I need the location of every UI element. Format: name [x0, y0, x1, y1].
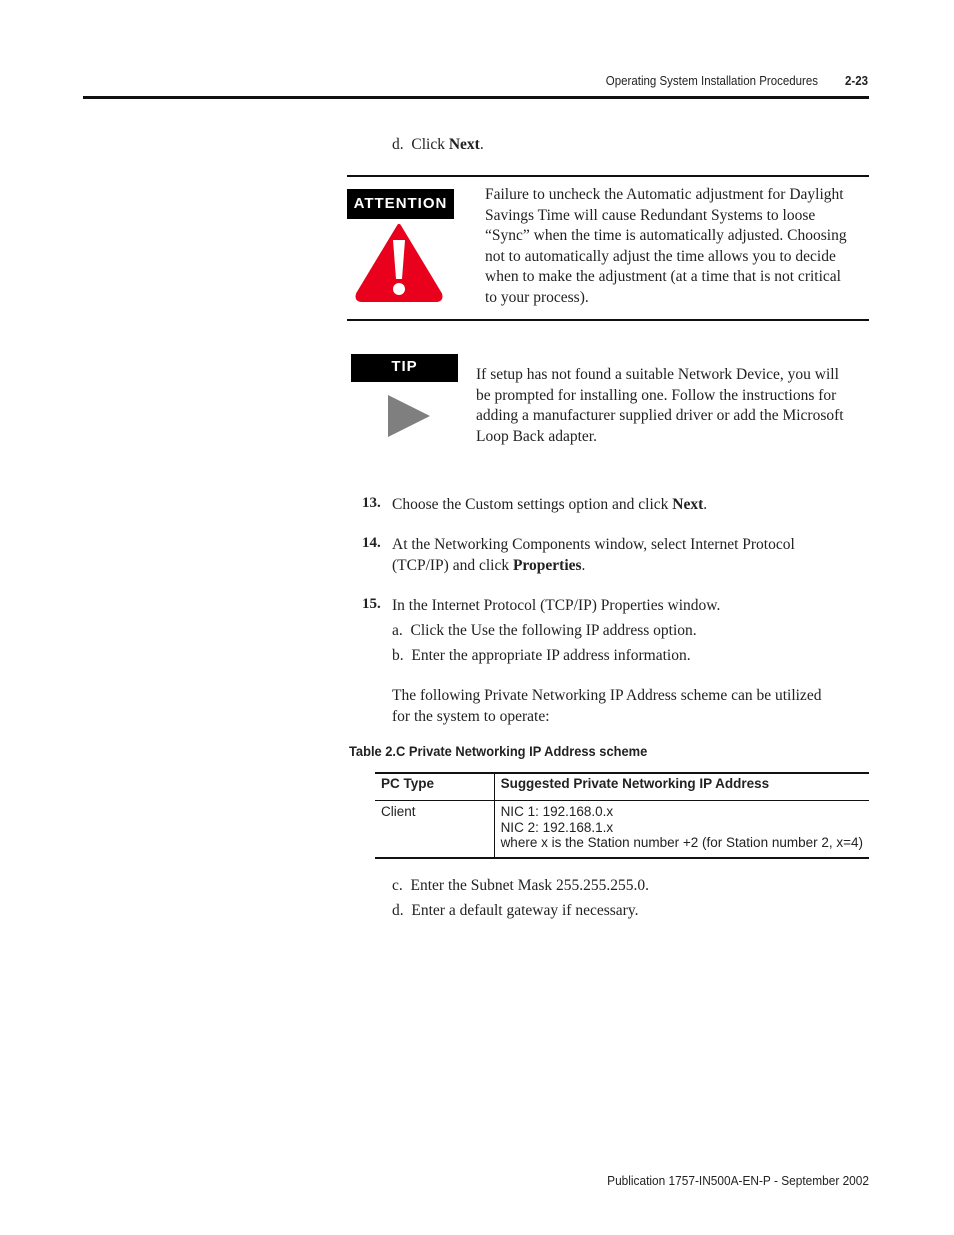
play-arrow-icon [386, 393, 432, 444]
ip-address-table [375, 772, 869, 859]
attention-line: “Sync” when the time is automatically adjusted. Choosing [485, 227, 847, 244]
tip-line: be prompted for installing one. Follow the instructions for [476, 386, 837, 404]
intro-paragraph [392, 686, 821, 727]
step-bold: Next [672, 496, 704, 513]
step-13-text [392, 495, 707, 516]
attention-label: ATTENTION [347, 189, 454, 219]
substep-b: b. Enter the appropriate IP address information. [392, 647, 691, 664]
address-line: NIC 2: 192.168.1.x [500, 819, 614, 835]
substep-bold: Next [448, 136, 480, 153]
substep-a: a. Click the Use the following IP address option. [392, 622, 697, 639]
attention-rule-bottom [347, 319, 869, 321]
tip-line: If setup has not found a suitable Network Device, you will [476, 366, 839, 383]
substep-text: d. Click [392, 136, 449, 153]
step-bold: Properties [512, 556, 582, 574]
table-row [375, 801, 869, 858]
running-header-title: Operating System Installation Procedures [605, 74, 818, 88]
step-suffix: . [703, 496, 708, 513]
table-header-row [375, 773, 869, 801]
step-text: Choose the Custom settings option and click [392, 496, 673, 513]
attention-text [485, 185, 869, 308]
attention-line: not to automatically adjust the time allows you to decide [485, 247, 836, 265]
page-number: 2-23 [844, 74, 868, 88]
attention-line: to your process). [485, 288, 589, 306]
table-caption: Table 2.C Private Networking IP Address scheme [349, 743, 648, 759]
column-header-address: Suggested Private Networking IP Address [494, 773, 869, 801]
step-15-text: In the Internet Protocol (TCP/IP) Properties window. [392, 597, 721, 614]
step-number-13: 13. [362, 495, 381, 511]
warning-exclamation-dot [393, 283, 405, 295]
step-number-15: 15. [362, 596, 381, 612]
attention-line: when to make the adjustment (at a time that is not critical [485, 268, 841, 285]
header-rule [83, 96, 869, 99]
substep-suffix: . [479, 136, 484, 153]
tip-text [476, 365, 869, 447]
attention-line: Savings Time will cause Redundant Systems to loose [485, 206, 816, 224]
column-header-pc-type: PC Type [375, 773, 494, 801]
cell-pc-type: Client [375, 801, 494, 858]
step-suffix: . [581, 556, 586, 574]
tip-label: TIP [351, 354, 458, 382]
substep-d-click-next [392, 135, 484, 156]
paragraph-line: for the system to operate: [392, 707, 550, 725]
publication-footer: Publication 1757-IN500A-EN-P - September 2002 [607, 1174, 869, 1188]
paragraph-line: The following Private Networking IP Address scheme can be utilized [392, 687, 822, 704]
tip-line: adding a manufacturer supplied driver or add the Microsoft [476, 407, 844, 424]
address-line: NIC 1: 192.168.0.x [500, 804, 614, 819]
tip-arrow-shape [388, 395, 430, 437]
step-text: (TCP/IP) and click [392, 556, 513, 574]
tip-line: Loop Back adapter. [476, 427, 597, 445]
substep-c: c. Enter the Subnet Mask 255.255.255.0. [392, 877, 650, 894]
step-line [392, 556, 795, 577]
attention-rule-top [347, 175, 869, 177]
attention-line: Failure to uncheck the Automatic adjustment for Daylight [485, 186, 844, 203]
warning-triangle-icon [354, 222, 444, 309]
step-14-text [392, 535, 795, 576]
step-number-14: 14. [362, 535, 381, 551]
step-line: At the Networking Components window, select Internet Protocol [392, 536, 795, 553]
substep-d: d. Enter a default gateway if necessary. [392, 902, 639, 919]
address-line: where x is the Station number +2 (for Station number 2, x=4) [500, 835, 863, 850]
cell-address [494, 801, 869, 858]
